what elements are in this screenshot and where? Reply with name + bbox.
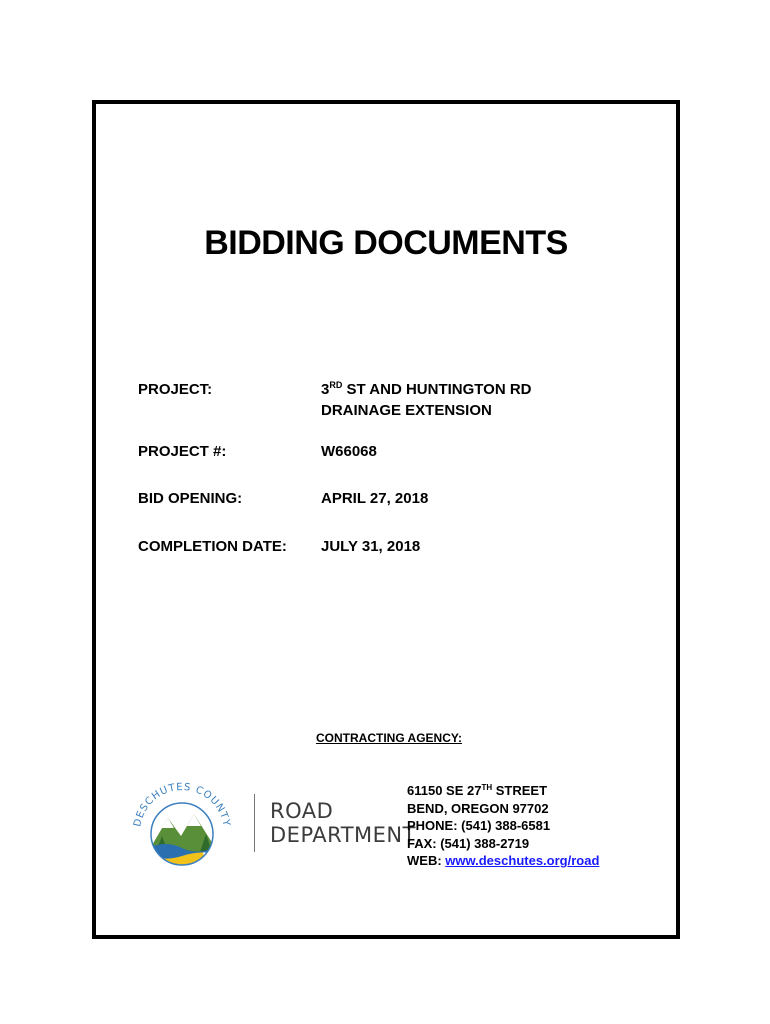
bid-opening-value: APRIL 27, 2018 [321, 490, 429, 507]
project-label: PROJECT: [138, 381, 213, 398]
project-value [321, 379, 532, 421]
completion-date-value: JULY 31, 2018 [321, 538, 421, 555]
logo-wordmark [270, 799, 416, 847]
svg-text:DESCHUTES COUNTY: DESCHUTES COUNTY [132, 781, 232, 828]
address-city: BEND, OREGON 97702 [407, 800, 549, 816]
logo-divider [254, 794, 255, 852]
address-street-ordinal: TH [481, 783, 493, 792]
project-number-label: PROJECT #: [138, 443, 227, 460]
project-value-line1: ST AND HUNTINGTON RD [342, 381, 532, 398]
project-value-number: 3 [321, 381, 330, 398]
document-frame [92, 100, 680, 939]
project-number-value: W66068 [321, 443, 377, 460]
contracting-agency-heading: CONTRACTING AGENCY: [316, 731, 462, 745]
deschutes-county-road-department-logo [126, 774, 416, 874]
website-link[interactable]: www.deschutes.org/road [445, 853, 600, 868]
county-seal-icon [126, 774, 236, 874]
address-fax: FAX: (541) 388-2719 [407, 835, 530, 851]
logo-line-department: DEPARTMENT [270, 823, 416, 847]
address-street-name: STREET [492, 783, 548, 798]
project-value-line2: DRAINAGE EXTENSION [321, 402, 492, 419]
address-street [407, 782, 599, 800]
bid-opening-label: BID OPENING: [138, 490, 243, 507]
logo-line-road: ROAD [270, 799, 334, 823]
address-street-number: 61150 SE 27 [407, 783, 482, 798]
project-value-ordinal: RD [329, 380, 343, 390]
document-title: BIDDING DOCUMENTS [204, 224, 568, 262]
address-phone: PHONE: (541) 388-6581 [407, 818, 551, 833]
address-web-label: WEB: [407, 853, 446, 868]
address-web [407, 852, 599, 870]
completion-date-label: COMPLETION DATE: [138, 538, 287, 555]
agency-address [407, 782, 599, 870]
